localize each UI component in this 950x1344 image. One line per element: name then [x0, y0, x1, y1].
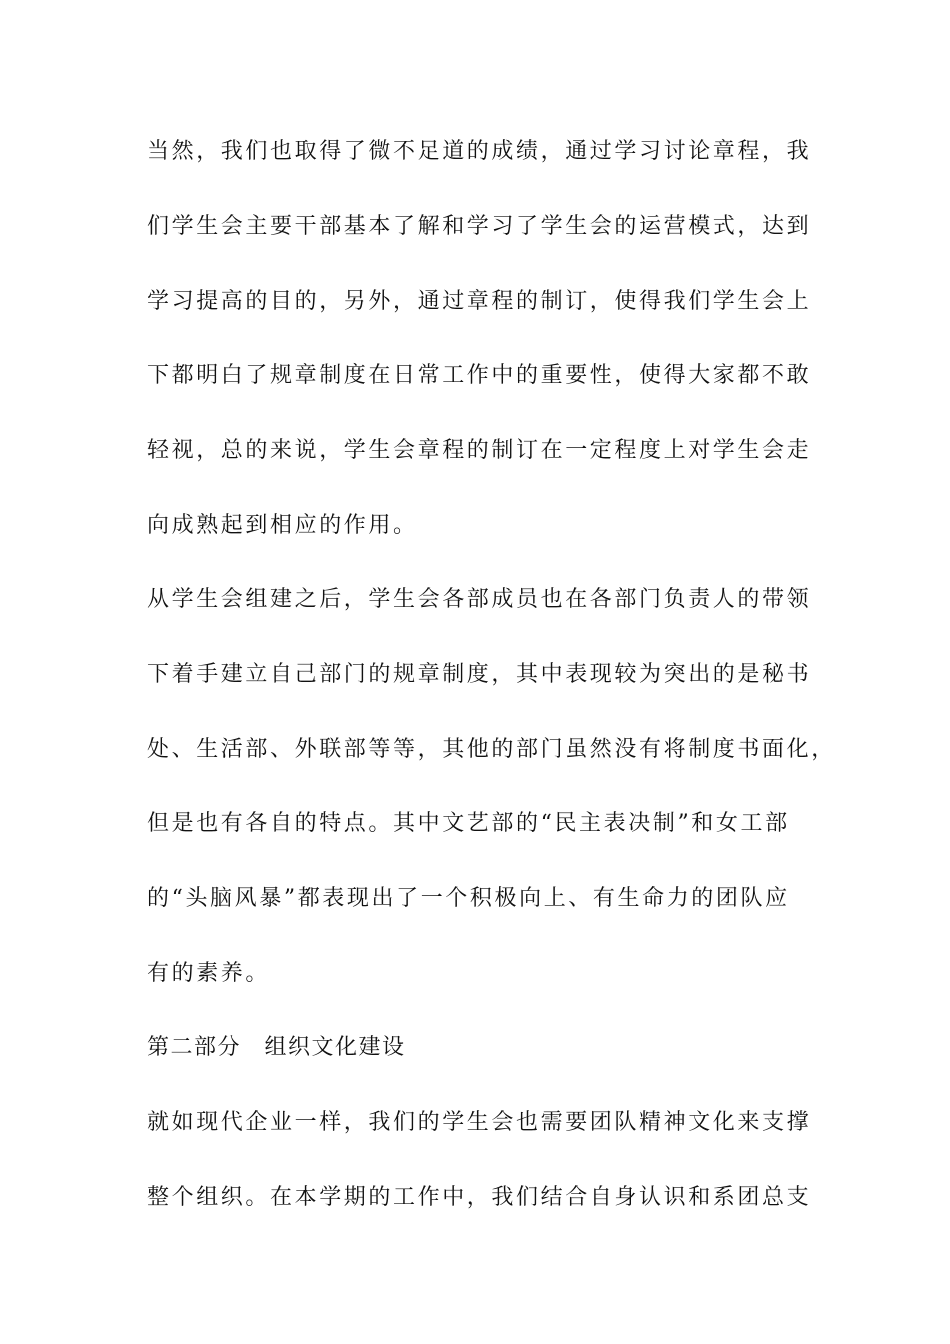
paragraph-line: 整个组织。在本学期的工作中，我们结合自身认识和系团总支: [147, 1185, 812, 1210]
paragraph-line: 处、生活部、外联部等等，其他的部门虽然没有将制度书面化，: [147, 737, 836, 762]
paragraph-line: 从学生会组建之后，学生会各部成员也在各部门负责人的带领: [147, 587, 812, 612]
paragraph-line: 下都明白了规章制度在日常工作中的重要性，使得大家都不敢: [147, 363, 812, 388]
paragraph-line: 有的素养。: [147, 961, 271, 986]
paragraph-line: 学习提高的目的，另外，通过章程的制订，使得我们学生会上: [147, 289, 812, 314]
paragraph-line: 轻视，总的来说，学生会章程的制订在一定程度上对学生会走: [147, 438, 812, 463]
paragraph-line: 的“头脑风暴”都表现出了一个积极向上、有生命力的团队应: [147, 886, 790, 911]
paragraph-line: 但是也有各自的特点。其中文艺部的“民主表决制”和女工部: [147, 811, 790, 836]
paragraph-line: 们学生会主要干部基本了解和学习了学生会的运营模式，达到: [147, 214, 812, 239]
paragraph-line: 当然，我们也取得了微不足道的成绩，通过学习讨论章程，我: [147, 139, 812, 164]
section-heading: 第二部分 组织文化建设: [147, 1035, 406, 1060]
paragraph-line: 下着手建立自己部门的规章制度，其中表现较为突出的是秘书: [147, 662, 812, 687]
paragraph-line: 就如现代企业一样，我们的学生会也需要团队精神文化来支撑: [147, 1110, 812, 1135]
paragraph-line: 向成熟起到相应的作用。: [147, 513, 418, 538]
